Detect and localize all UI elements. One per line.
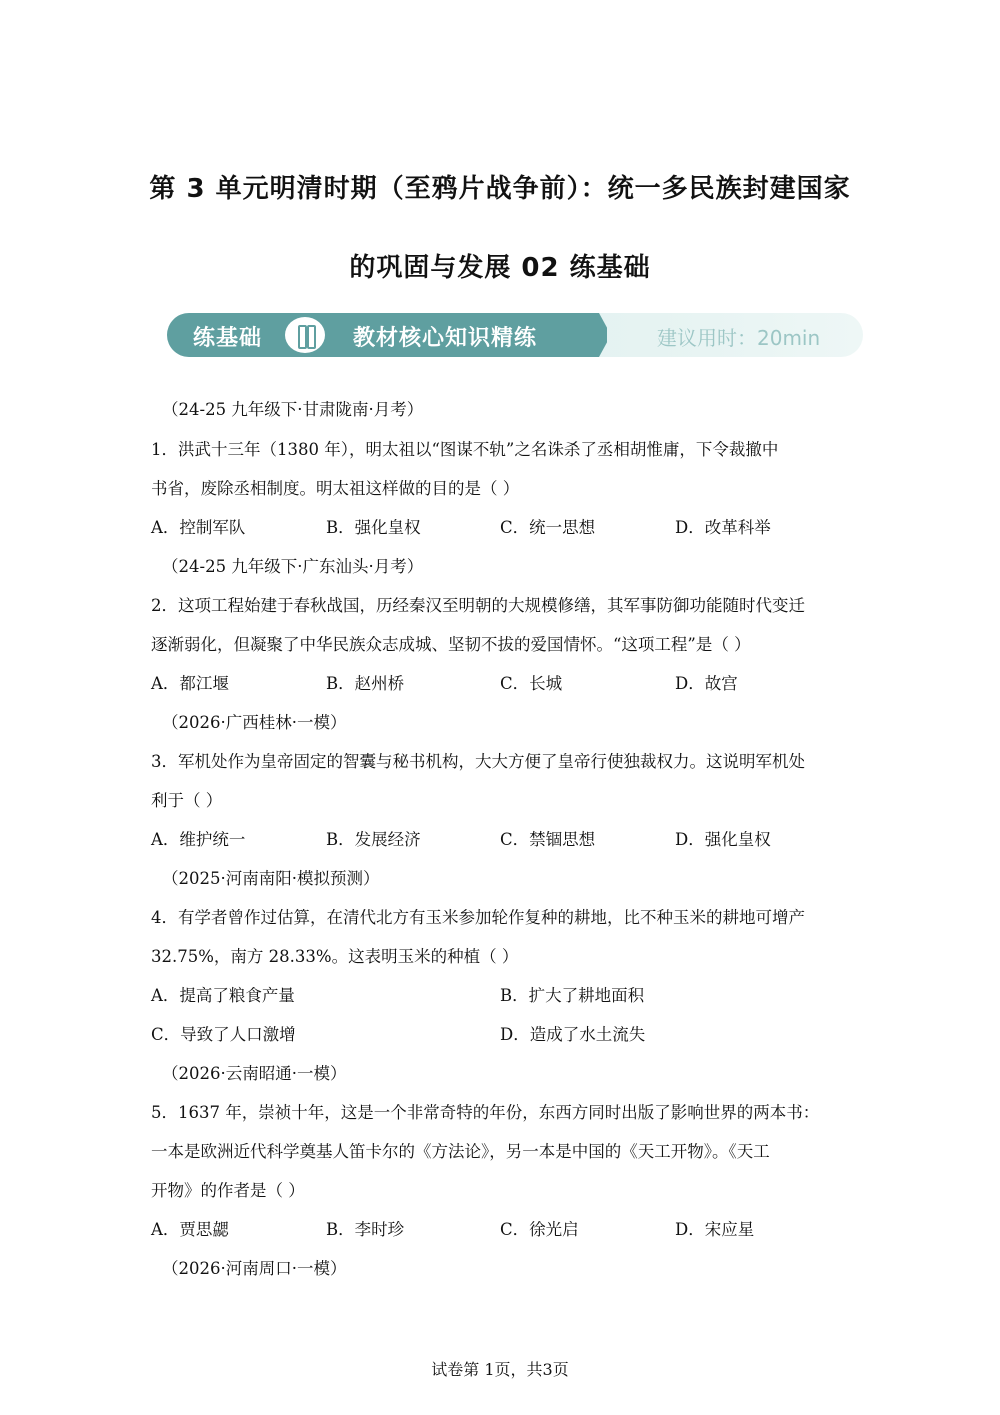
banner-left-label: 练基础 xyxy=(193,326,263,351)
option-c[interactable]: C．导致了人口激增 xyxy=(151,1025,296,1044)
question-stem-line: 2．这项工程始建于春秋战国，历经秦汉至明朝的大规模修缮，其军事防御功能随时代变迁 xyxy=(151,596,805,615)
option-b[interactable]: B．扩大了耕地面积 xyxy=(500,986,645,1005)
question-stem-line: 1．洪武十三年（1380 年），明太祖以“图谋不轨”之名诛杀了丞相胡惟庸，下令裁撤中 xyxy=(151,440,779,459)
option-a[interactable]: A．贾思勰 xyxy=(151,1220,229,1239)
question-stem-line: 利于（ ） xyxy=(151,791,223,810)
question-source: （2025·河南南阳·模拟预测） xyxy=(162,869,380,888)
section-banner xyxy=(167,313,863,357)
option-a[interactable]: A．都江堰 xyxy=(151,674,229,693)
option-a[interactable]: A．提高了粮食产量 xyxy=(151,986,295,1005)
option-d[interactable]: D．改革科举 xyxy=(675,518,771,537)
question-source: （2026·河南周口·一模） xyxy=(162,1259,347,1278)
question-source: （2026·广西桂林·一模） xyxy=(162,713,347,732)
question-stem-line: 4．有学者曾作过估算，在清代北方有玉米参加轮作复种的耕地，比不种玉米的耕地可增产 xyxy=(151,908,805,927)
page-title-line-2: 的巩固与发展 02 练基础 xyxy=(349,253,651,283)
option-a[interactable]: A．维护统一 xyxy=(151,830,246,849)
option-b[interactable]: B．赵州桥 xyxy=(326,674,405,693)
question-source: （24-25 九年级下·甘肃陇南·月考） xyxy=(162,400,424,419)
question-source: （24-25 九年级下·广东汕头·月考） xyxy=(162,557,424,576)
option-d[interactable]: D．宋应星 xyxy=(675,1220,755,1239)
option-a[interactable]: A．控制军队 xyxy=(151,518,246,537)
question-stem-line: 书省，废除丞相制度。明太祖这样做的目的是（ ） xyxy=(151,479,520,498)
question-stem-line: 开物》的作者是（ ） xyxy=(151,1181,305,1200)
option-c[interactable]: C．禁锢思想 xyxy=(500,830,596,849)
option-d[interactable]: D．造成了水土流失 xyxy=(500,1025,646,1044)
question-stem-line: 32.75%，南方 28.33%。这表明玉米的种植（ ） xyxy=(151,947,519,966)
question-stem-line: 逐渐弱化，但凝聚了中华民族众志成城、坚韧不拔的爱国情怀。“这项工程”是（ ） xyxy=(151,635,751,654)
option-c[interactable]: C．统一思想 xyxy=(500,518,596,537)
option-b[interactable]: B．李时珍 xyxy=(326,1220,405,1239)
question-source: （2026·云南昭通·一模） xyxy=(162,1064,347,1083)
option-d[interactable]: D．故宫 xyxy=(675,674,738,693)
option-c[interactable]: C．徐光启 xyxy=(500,1220,579,1239)
question-stem-line: 一本是欧洲近代科学奠基人笛卡尔的《方法论》，另一本是中国的《天工开物》。《天工 xyxy=(151,1142,770,1161)
option-b[interactable]: B．强化皇权 xyxy=(326,518,421,537)
banner-middle-label: 教材核心知识精练 xyxy=(353,326,538,351)
book-icon xyxy=(285,317,325,353)
page-title-line-1: 第 3 单元明清时期（至鸦片战争前）：统一多民族封建国家 xyxy=(149,174,851,204)
option-c[interactable]: C．长城 xyxy=(500,674,563,693)
question-stem-line: 3．军机处作为皇帝固定的智囊与秘书机构，大大方便了皇帝行使独裁权力。这说明军机处 xyxy=(151,752,805,771)
page-footer: 试卷第 1页，共3页 xyxy=(431,1360,569,1379)
option-d[interactable]: D．强化皇权 xyxy=(675,830,771,849)
question-stem-line: 5．1637 年，崇祯十年，这是一个非常奇特的年份，东西方同时出版了影响世界的两本书： xyxy=(151,1103,820,1122)
banner-suggested-time: 建议用时：20min xyxy=(657,326,821,350)
option-b[interactable]: B．发展经济 xyxy=(326,830,421,849)
